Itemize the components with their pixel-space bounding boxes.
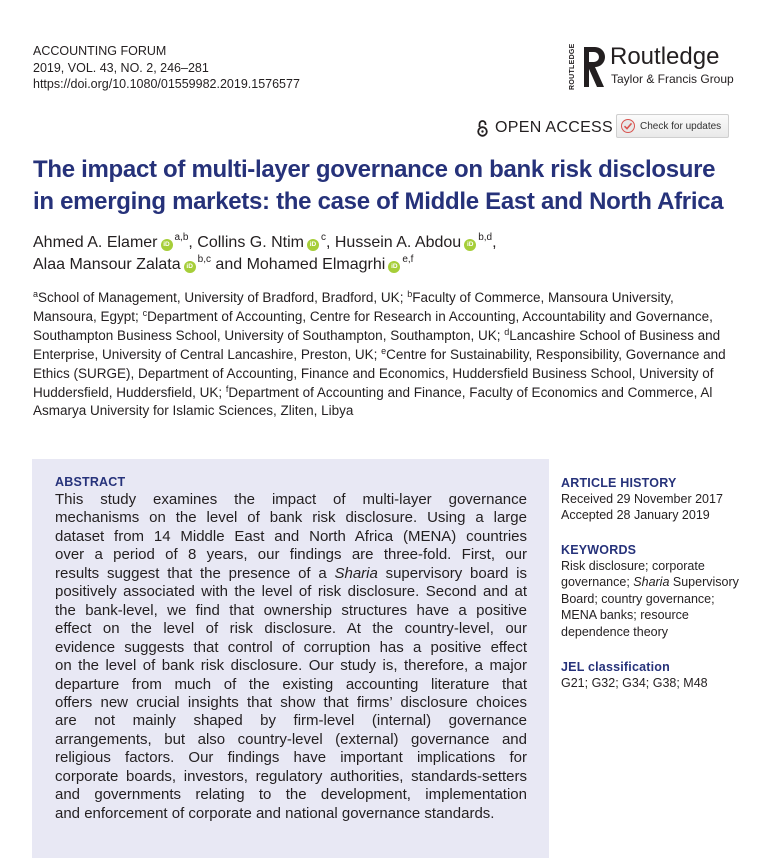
author-name[interactable]: Collins G. Ntim <box>197 234 304 251</box>
orcid-icon[interactable]: iD <box>388 261 400 273</box>
affiliation-c: $^c$Department of Accounting, Centre for Research in Accounting, Accountability and Governance, Southampton Business School, University of Southampton, Southampton, UK; <box>33 307 713 343</box>
abstract-line: on the level of bank risk disclosure. Our study is, therefore, a major <box>55 657 527 675</box>
open-lock-icon <box>476 119 489 137</box>
abstract-line: effect on the level of risk disclosure. At the country-level, our <box>55 620 527 638</box>
abstract-line: arrangements, but also country-level (external) governance and <box>55 730 527 748</box>
author-separator: , <box>325 234 335 251</box>
title-line: in emerging markets: the case of Middle East and North Africa <box>33 188 724 215</box>
jel-section <box>561 659 761 691</box>
abstract-line: and governments relating to the development, implementation <box>55 786 527 804</box>
orcid-icon[interactable]: iD <box>464 239 476 251</box>
abstract-line: This study examines the impact of multi-layer governance <box>55 491 527 508</box>
affiliation-e: $^e$Centre for Sustainability, Responsibility, Governance and Ethics (SURGE), Department of Accounting, Finance and Economics, Huddersfield Business School, University of Huddersfield, Huddersfield, UK; <box>33 345 726 400</box>
journal-info <box>33 43 300 93</box>
publisher-group: Taylor & Francis Group <box>611 72 734 86</box>
received-date: Received 29 November 2017 <box>561 492 723 506</box>
author-name[interactable]: Alaa Mansour Zalata <box>33 256 181 273</box>
keywords-text: Risk disclosure; corporate governance; Sharia Supervisory Board; country governance; MENA banks; resource dependence theory <box>561 559 739 639</box>
orcid-icon[interactable]: iD <box>184 261 196 273</box>
abstract-line: results suggest that the presence of a Sharia supervisory board is <box>55 564 527 582</box>
affiliations <box>33 289 733 421</box>
article-title <box>33 154 753 218</box>
author-affiliation: a,b <box>174 232 189 243</box>
update-badge-icon <box>621 119 635 133</box>
journal-issue: 2019, VOL. 43, NO. 2, 246–281 <box>33 60 209 75</box>
author-name[interactable]: Mohamed Elmagrhi <box>246 256 386 273</box>
author-affiliation: b,c <box>197 254 211 265</box>
abstract-heading: ABSTRACT <box>55 475 126 489</box>
orcid-icon[interactable]: iD <box>161 239 173 251</box>
publisher-vertical-label: ROUTLEDGE <box>569 43 576 91</box>
abstract-line: are not mainly shaped by firm-level (internal) governance <box>55 712 527 730</box>
routledge-mark-icon <box>582 45 606 89</box>
jel-codes: G21; G32; G34; G38; M48 <box>561 676 708 690</box>
keywords-heading: KEYWORDS <box>561 543 637 557</box>
author-separator: , <box>492 234 497 251</box>
open-access-badge <box>476 116 613 140</box>
abstract-line: mechanisms on the level of bank risk disclosure. Using a large <box>55 509 527 527</box>
affiliation-a: $^a$School of Management, University of Bradford, Bradford, UK; <box>33 289 408 305</box>
journal-doi-link[interactable]: https://doi.org/10.1080/01559982.2019.1576577 <box>33 77 300 91</box>
abstract-line: over a period of 8 years, our findings are three-fold. First, our <box>55 546 527 564</box>
author-name[interactable]: Hussein A. Abdou <box>334 234 462 251</box>
abstract-line: offers new crucial insights that show that firms’ disclosure choices <box>55 693 527 711</box>
author-separator: , <box>188 234 198 251</box>
article-history-heading: ARTICLE HISTORY <box>561 476 677 490</box>
abstract-line: the bank-level, we find that ownership structures have a positive <box>55 601 527 619</box>
check-for-updates-label: Check for updates <box>640 120 722 132</box>
abstract-line: corporate boards, investors, regulatory authorities, standards-setters <box>55 767 527 785</box>
affiliation-d: $^d$Lancashire School of Business and Enterprise, University of Central Lancashire, Preston, UK; <box>33 326 721 362</box>
affiliation-f: $^f$Department of Accounting and Finance, Faculty of Economics and Commerce, Al Asmarya University for Islamic Sciences, Zliten, Libya <box>33 383 713 419</box>
article-history <box>561 475 761 524</box>
abstract-line: religious factors. Our findings have important implications for <box>55 749 527 767</box>
author-separator: and <box>210 256 247 273</box>
check-for-updates-button[interactable] <box>616 114 729 138</box>
orcid-icon[interactable]: iD <box>307 239 319 251</box>
open-access-label: OPEN ACCESS <box>495 119 614 136</box>
author-affiliation: e,f <box>402 254 414 265</box>
abstract-line: and enforcement of corporate and national governance standards. <box>55 804 495 822</box>
keywords-section <box>561 542 761 640</box>
title-line: The impact of multi-layer governance on bank risk disclosure <box>33 156 716 183</box>
author-line <box>33 254 753 276</box>
jel-heading: JEL classification <box>561 660 670 674</box>
abstract-line: departure from much of the existing accounting literature that <box>55 675 527 693</box>
author-affiliation: c <box>320 232 326 243</box>
author-line <box>33 232 753 254</box>
abstract-line: positively associated with the level of risk disclosure. Second and at <box>55 583 527 601</box>
publisher-name: Routledge <box>610 43 720 70</box>
author-affiliation: b,d <box>478 232 493 243</box>
abstract-line: dataset from 14 Middle East and North Africa (MENA) countries <box>55 527 527 545</box>
abstract-text <box>55 491 527 823</box>
publisher-logo <box>567 43 742 93</box>
accepted-date: Accepted 28 January 2019 <box>561 508 710 523</box>
affiliation-b: $^b$Faculty of Commerce, Mansoura University, Mansoura, Egypt; <box>33 289 674 324</box>
journal-name: ACCOUNTING FORUM <box>33 44 167 58</box>
author-name[interactable]: Ahmed A. Elamer <box>33 234 158 251</box>
abstract-line: evidence suggests that control of corruption has a positive effect <box>55 638 527 656</box>
author-list <box>33 232 753 276</box>
